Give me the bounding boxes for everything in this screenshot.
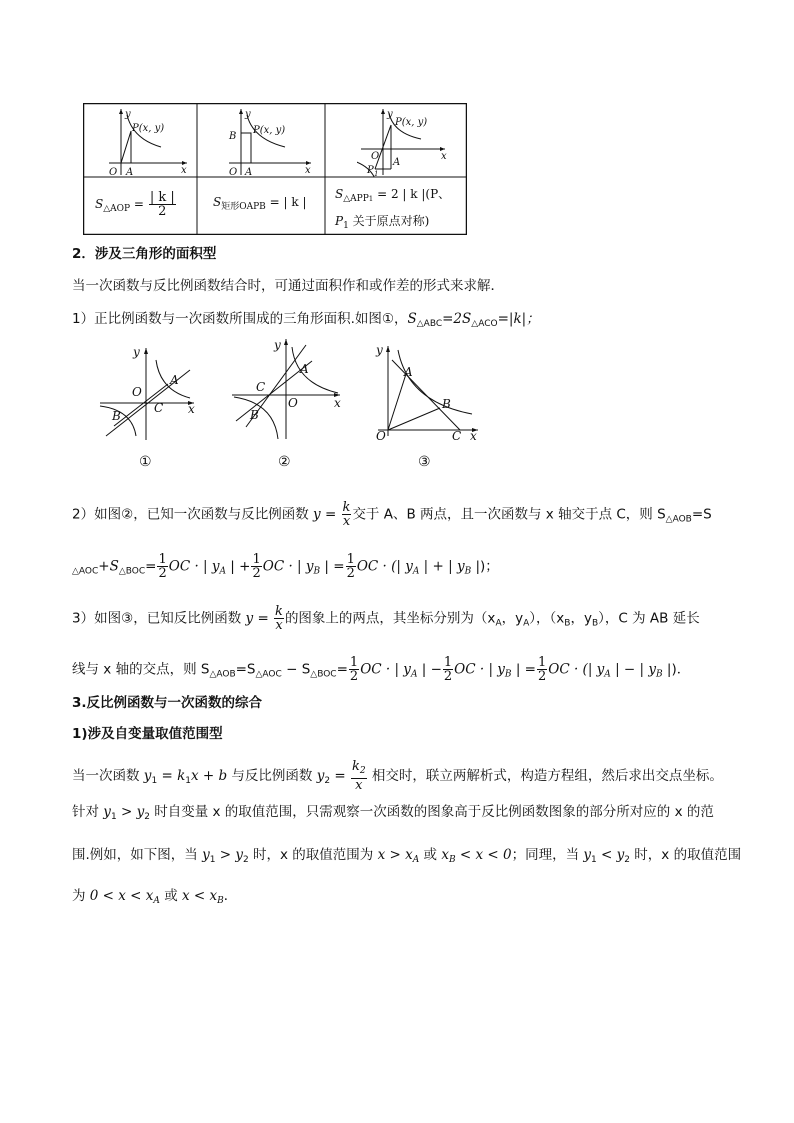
axis-y-label: y (125, 109, 131, 120)
formula-term: | − | y (610, 661, 656, 678)
item-3-text: − S (281, 661, 311, 678)
formula-sub: B (656, 669, 663, 680)
formula-term: OC · | y (262, 558, 314, 575)
point-a-label: A (126, 167, 134, 177)
formula-term: > y (116, 804, 145, 820)
item-1-label: 1）正比例函数与一次函数所围成的三角形面积.如图①， (72, 311, 408, 327)
formula-term: | = (320, 558, 345, 575)
axis-x-label: x (181, 165, 187, 176)
fraction-numerator (351, 760, 367, 779)
axis-y-label: y (245, 109, 251, 120)
formula-sub: 1 (209, 855, 216, 865)
formula-term: | = (511, 661, 536, 678)
fraction-denominator: 2 (158, 566, 167, 581)
formula-term: x (441, 847, 449, 863)
formula-value: = | k | (269, 195, 307, 209)
formula-term: OC · (| y (356, 558, 413, 575)
formula-sub: △BOC (310, 669, 337, 680)
point-a-label: A (393, 157, 401, 168)
formula-s: +S (98, 558, 119, 575)
formula-cell-3 (335, 183, 450, 237)
formula-term: | − (417, 661, 442, 678)
paragraph-text: 时自变量 x 的取值范围，只需观察一次函数的图象高于反比例函数图象的部分所对应的 x 的范 (149, 804, 714, 820)
paragraph-text: ． (223, 888, 238, 904)
fraction-denominator: 2 (443, 669, 453, 684)
section-3-paragraph-2 (72, 802, 714, 827)
formula-sub: 1 (110, 812, 117, 822)
paragraph-text: 时，x 的取值范围为 (248, 847, 378, 863)
fraction-denominator: 2 (538, 669, 547, 684)
paragraph-text: 围.例如，如下图，当 (72, 847, 203, 863)
formula-s: S (407, 311, 417, 327)
formula-fraction (149, 191, 176, 218)
formula-sub: △AOB (209, 669, 236, 680)
section-3-paragraph-3 (72, 845, 741, 870)
figure-3 (368, 340, 484, 475)
item-1-text (72, 309, 540, 334)
item-2-text: 交于 A、B 两点，且一次函数与 x 轴交于点 C，则 S (352, 506, 666, 523)
fraction-denominator: x (342, 514, 351, 529)
figure-2-caption: ② (278, 454, 291, 470)
origin-label: O (371, 151, 380, 162)
fraction-denominator: x (355, 778, 363, 793)
fraction-denominator: 2 (252, 566, 261, 581)
table-figure-2 (223, 105, 319, 177)
formula-sub: △ABC (416, 319, 443, 329)
area-subscript-index: 1 (368, 195, 374, 203)
axis-x-label: x (188, 402, 195, 416)
formula-sub: 1 (151, 776, 158, 786)
equals: = (336, 661, 348, 678)
formula-term: |)． (662, 661, 691, 678)
item-3-text: 的图象上的两点，其坐标分别为（x (284, 610, 496, 627)
axis-x-label: x (334, 396, 341, 410)
section-2-heading: 2．涉及三角形的面积型 (72, 246, 217, 262)
item-3-line-1 (72, 605, 700, 634)
half-fraction (346, 553, 356, 580)
formula-term: 0 < x < x (89, 888, 154, 904)
half-fraction (157, 553, 167, 580)
paragraph-text: 为 (72, 888, 90, 904)
point-label: P (335, 214, 344, 228)
formula-sub: 2 (624, 855, 631, 865)
origin-label: O (376, 429, 386, 443)
figure-1-caption: ① (139, 454, 152, 470)
fraction-numerator: 1 (252, 552, 261, 567)
formula-sub: △AOC (255, 669, 282, 680)
formula-note: 关于原点对称) (348, 214, 430, 228)
paragraph-text: 时，x 的取值范围 (630, 847, 742, 863)
item-3-line-2 (72, 656, 690, 685)
item-3-text: ），（x (529, 610, 565, 627)
formula-s: =2S (442, 311, 472, 327)
formula-term: = k (157, 768, 186, 784)
formula-term: OC · | y (168, 558, 220, 575)
formula-sub: △ACO (471, 319, 498, 329)
area-subscript: 矩形OAPB (221, 202, 266, 212)
fraction-numerator: 1 (443, 655, 453, 670)
formula-term: x > x (377, 847, 413, 863)
formula-sub: B (504, 669, 512, 680)
formula-term: | + | y (419, 558, 465, 575)
origin-label: O (132, 385, 142, 399)
formula-term: OC · (| y (548, 661, 605, 678)
point-c-label: C (154, 401, 164, 415)
origin-label: O (109, 167, 118, 177)
formula-value: = 2 | k |(P、 (377, 187, 451, 201)
k2-over-x-fraction (351, 760, 367, 792)
fraction-numerator: 1 (158, 552, 167, 567)
formula-term: |)； (471, 558, 499, 575)
half-fraction (443, 656, 453, 683)
equals: = (257, 610, 269, 627)
paragraph-text: 与反比例函数 (227, 768, 317, 784)
k-over-x-fraction (274, 605, 284, 632)
formula-term: < y (596, 847, 625, 863)
formula-term: OC · | y (360, 661, 411, 678)
formula-y1: y (103, 804, 111, 820)
point-p-label: P(x, y) (132, 123, 165, 134)
formula-sub: A (219, 566, 227, 577)
formula-sub: 2 (243, 855, 249, 865)
point-b-label: B (442, 397, 451, 411)
figure-2 (228, 335, 348, 475)
figure-3-caption: ③ (418, 454, 431, 470)
formula-y: y (313, 506, 321, 523)
axis-x-label: x (305, 165, 311, 176)
axis-y-label: y (133, 345, 140, 359)
fraction-denominator: 2 (346, 566, 355, 581)
formula-cell-2 (213, 195, 306, 212)
item-3-text: 3）如图③，已知反比例函数 (72, 610, 242, 627)
item-2-text: 2）如图②，已知一次函数与反比例函数 (72, 506, 309, 523)
paragraph-text: 针对 (72, 804, 104, 820)
formula-sub: △AOB (665, 514, 692, 525)
origin-label: O (288, 396, 298, 410)
item-2-text: =S (691, 506, 712, 523)
equals: = (145, 558, 157, 575)
formula-y: y (245, 610, 254, 627)
item-2-line-1 (72, 501, 712, 530)
formula-sub: △BOC (118, 566, 146, 577)
formula-cell-1 (95, 191, 177, 218)
table-figure-1 (101, 105, 193, 177)
formula-y2: y (316, 768, 325, 784)
section-2-intro: 当一次函数与反比例函数结合时，可通过面积作和或作差的形式来求解． (72, 278, 504, 294)
paragraph-text: ；同理，当 (511, 847, 584, 863)
paragraph-text: 或 (159, 888, 182, 904)
point-p1-label: P (367, 165, 374, 176)
point-subscript: 1 (343, 221, 349, 231)
formula-y1: y (143, 768, 152, 784)
half-fraction (251, 553, 261, 580)
area-symbol: S (335, 187, 344, 201)
half-fraction (537, 656, 547, 683)
fraction-numerator: 1 (538, 655, 547, 670)
formula-sub: A (604, 669, 611, 680)
formula-sub: A (495, 618, 502, 629)
formula-sub: A (523, 618, 530, 629)
item-2-line-2 (72, 553, 499, 582)
fraction-denominator: 2 (349, 669, 359, 684)
table-figure-3 (357, 105, 457, 177)
fraction-numerator: 1 (349, 655, 359, 670)
area-subscript: △APP (343, 194, 369, 204)
point-b-label: B (229, 131, 237, 142)
paragraph-text: 当一次函数 (72, 768, 144, 784)
point-a-label: A (300, 362, 309, 376)
formula-sub: B (217, 896, 224, 906)
section-3-paragraph-1 (72, 760, 723, 792)
formula-y1: y (202, 847, 210, 863)
axis-x-label: x (470, 429, 477, 443)
fraction-numerator-k: k (352, 759, 360, 774)
half-fraction (349, 656, 359, 683)
fraction-numerator: | k | (149, 190, 175, 205)
formula-sub: 2 (324, 776, 331, 786)
equals: = (330, 768, 351, 784)
point-a-label: A (170, 373, 179, 387)
equals: = (324, 506, 337, 523)
fraction-numerator: k (275, 604, 283, 619)
axis-y-label: y (387, 109, 393, 120)
formula-sub: A (153, 896, 160, 906)
item-3-text: ），C 为 AB 延长 (598, 610, 700, 627)
formula-sub: △AOC (72, 566, 99, 577)
area-symbol: S (213, 195, 222, 209)
formula-sub: B (313, 566, 321, 577)
formula-sub: A (412, 566, 420, 577)
formula-sub: B (564, 618, 571, 629)
point-c-label: C (452, 429, 462, 443)
point-b-label: B (112, 409, 121, 423)
formula-sub: B (591, 618, 599, 629)
paragraph-text: 或 (419, 847, 442, 863)
formula-sub: A (410, 669, 418, 680)
formula-sub: B (464, 566, 472, 577)
formula-sub: B (448, 855, 456, 865)
paragraph-text: 相交时，联立两解析式，构造方程组，然后求出交点坐标。 (367, 768, 723, 784)
section-3-paragraph-4 (72, 886, 237, 911)
formula-term: x + b (190, 768, 228, 784)
area-formula-table (83, 103, 467, 235)
point-a-label: A (245, 167, 253, 177)
section-3-subheading: 1)涉及自变量取值范围型 (72, 726, 223, 742)
point-b-label: B (250, 408, 259, 422)
axis-x-label: x (441, 151, 447, 162)
area-symbol: S (95, 197, 104, 211)
item-3-text: 线与 x 轴的交点，则 S (72, 661, 210, 678)
formula-sub: A (412, 855, 420, 865)
formula-sub: 1 (185, 776, 191, 786)
point-p-label: P(x, y) (253, 125, 286, 136)
area-subscript: △AOP (103, 204, 131, 214)
formula-sub: 2 (144, 812, 150, 822)
fraction-denominator: 2 (158, 204, 167, 219)
section-3-heading: 3.反比例函数与一次函数的综合 (72, 695, 263, 711)
formula-sub: 2 (359, 766, 366, 776)
item-3-text: ，y (570, 610, 592, 627)
fraction-numerator: k (342, 500, 351, 515)
fraction-denominator: x (275, 618, 283, 633)
formula-value: =|k|； (497, 311, 540, 327)
point-p1-sub: 1 (374, 170, 379, 177)
formula-term: < x < 0 (455, 847, 512, 863)
item-3-text: ，y (501, 610, 524, 627)
point-c-label: C (256, 380, 266, 394)
axis-y-label: y (376, 343, 383, 357)
fraction-numerator: 1 (346, 552, 355, 567)
formula-y1: y (583, 847, 592, 863)
formula-sub: 1 (591, 855, 597, 865)
figure-1 (94, 340, 204, 475)
formula-term: OC · | y (454, 661, 505, 678)
k-over-x-fraction (342, 501, 352, 528)
equals: = (133, 197, 144, 211)
formula-term: x < x (182, 888, 218, 904)
origin-label: O (229, 167, 238, 177)
formula-term: | + (226, 558, 251, 575)
point-a-label: A (404, 365, 413, 379)
item-3-text: =S (235, 661, 256, 678)
axis-y-label: y (274, 338, 281, 352)
point-p-label: P(x, y) (395, 117, 428, 128)
formula-term: > y (215, 847, 243, 863)
